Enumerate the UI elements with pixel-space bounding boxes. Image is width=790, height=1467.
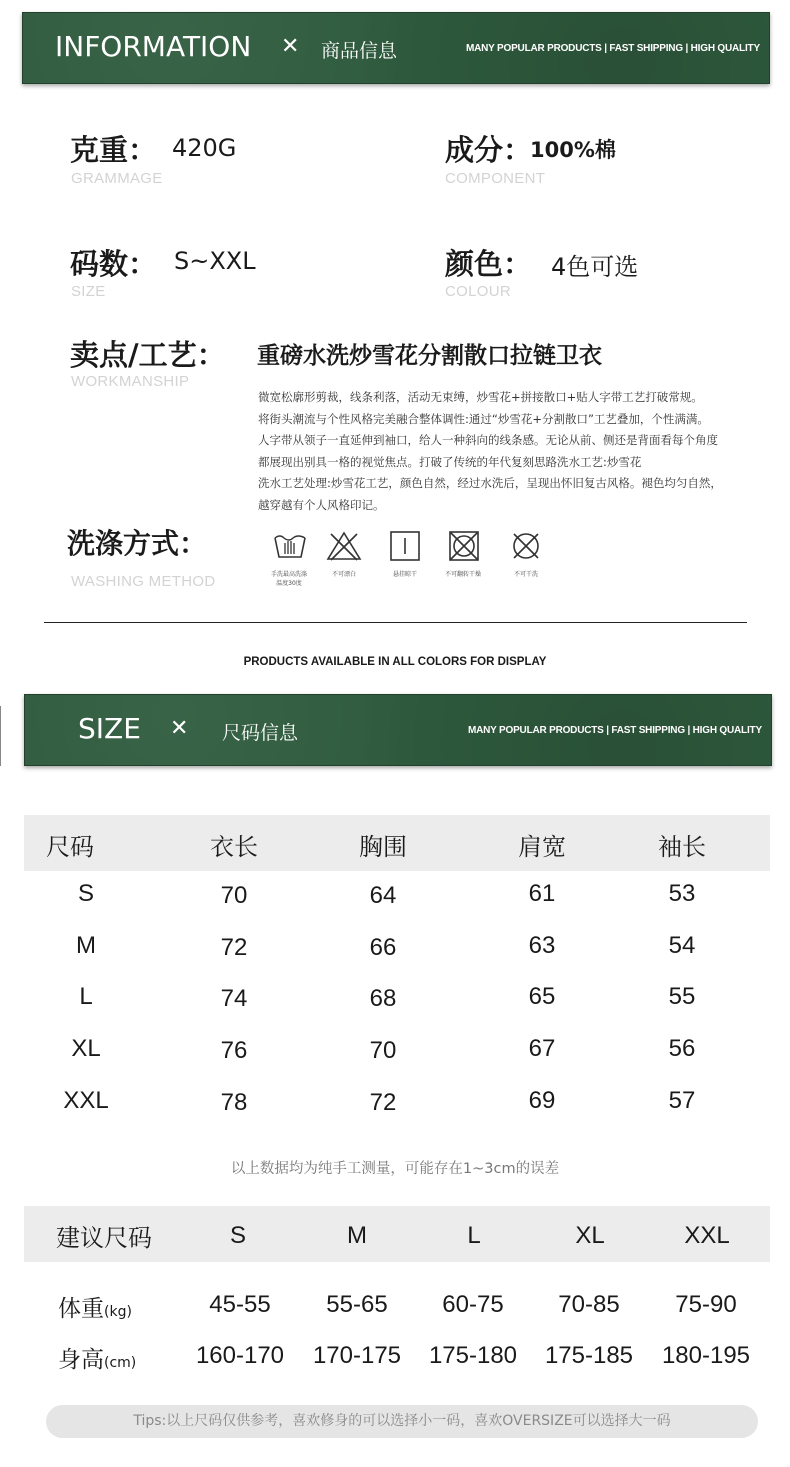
recommend-size-cell: M [347,1222,367,1249]
table-cell: 56 [668,1035,696,1062]
size-banner [24,694,772,766]
height-value: 175-180 [428,1342,518,1369]
divider [0,706,1,766]
height-label: 身高 [58,1347,104,1373]
description-line: 将街头潮流与个性风格完美融合整体调性:通过“炒雪花+分割散口”工艺叠加，个性满满。 [258,411,709,426]
recommend-header-label: 建议尺码 [56,1224,152,1252]
no-tumble-dry-icon [444,530,484,562]
wash-caption: 不可翻转干燥 [444,571,481,578]
weight-value: 45-55 [209,1291,271,1318]
product-description [258,387,758,516]
size-sub: SIZE [71,283,106,300]
component-value: 100%棉 [530,138,616,162]
no-dry-clean-icon [506,530,546,562]
table-cell: 67 [528,1035,556,1062]
table-cell: S [77,880,94,907]
banner-title-cn: 尺码信息 [222,722,299,744]
table-cell: 64 [369,882,397,909]
banner-title-en: INFORMATION [55,30,252,63]
table-cell: 65 [528,983,556,1010]
table-cell: L [79,983,93,1010]
weight-value: 55-65 [326,1291,388,1318]
information-banner [22,12,770,84]
colour-value: 4色可选 [551,253,639,281]
recommend-size-cell: L [467,1222,481,1249]
description-line: 都展现出别具一格的视觉焦点。打破了传统的年代复刻思路洗水工艺:炒雪花 [258,454,642,469]
wash-caption: 不可漂白 [331,571,356,578]
star-icon: ✕ [281,34,300,59]
table-cell: 78 [220,1089,248,1116]
size-value: S~XXL [174,247,256,275]
table-cell: 70 [369,1037,397,1064]
size-table-header-cell: 袖长 [658,833,706,861]
description-line: 微宽松廓形剪裁，线条利落，活动无束缚，炒雪花+拼接散口+贴人字带工艺打破常规。 [258,390,703,404]
workmanship-value: 重磅水洗炒雪花分割散口拉链卫衣 [257,343,602,369]
banner-title-en: SIZE [78,712,141,745]
height-value: 180-195 [661,1342,751,1369]
weight-row-label [58,1290,132,1323]
component-sub: COMPONENT [445,170,546,187]
colour-label: 颜色： [445,247,533,281]
table-cell: 69 [528,1087,556,1114]
table-cell: 53 [668,880,696,907]
table-cell: XL [71,1035,101,1062]
table-cell: XXL [63,1087,109,1114]
table-cell: 54 [668,932,696,959]
weight-value: 60-75 [442,1291,504,1318]
size-table-header-cell: 衣长 [210,833,258,861]
description-line: 人字带从领子一直延伸到袖口，给人一种斜向的线条感。无论从前、侧还是背面看每个角度 [258,433,718,447]
size-table-header-cell: 胸围 [359,833,407,861]
weight-value: 70-85 [558,1291,620,1318]
grammage-value: 420G [172,134,237,162]
table-cell: M [76,932,96,959]
height-value: 160-170 [195,1342,285,1369]
recommend-size-cell: XXL [684,1222,730,1249]
table-cell: 72 [220,934,248,961]
size-table-header-cell: 肩宽 [518,833,566,861]
banner-tagline: MANY POPULAR PRODUCTS | FAST SHIPPING | HIGH QUALITY [468,725,762,736]
wash-caption: 手洗最高洗涤温度30度 [270,571,307,587]
workmanship-label: 卖点/工艺： [70,338,226,372]
no-bleach-icon [324,530,364,562]
table-cell: 57 [668,1087,696,1114]
height-unit: (cm) [104,1355,137,1371]
table-cell: 66 [369,934,397,961]
washing-sub: WASHING METHOD [71,573,216,590]
weight-label: 体重 [58,1296,104,1322]
workmanship-sub: WORKMANSHIP [71,373,190,390]
weight-unit: (kg) [104,1304,132,1320]
table-cell: 68 [369,985,397,1012]
hang-dry-icon [385,530,425,562]
grammage-label: 克重： [70,133,158,167]
banner-tagline: MANY POPULAR PRODUCTS | FAST SHIPPING | HIGH QUALITY [466,43,760,54]
wash-caption: 不可干洗 [513,571,538,578]
grammage-sub: GRAMMAGE [71,170,163,187]
star-icon: ✕ [170,716,189,741]
size-label: 码数： [70,247,158,281]
height-row-label [58,1341,136,1374]
divider [44,622,747,623]
description-line: 洗水工艺处理:炒雪花工艺，颜色自然，经过水洗后，呈现出怀旧复古风格。褪色均匀自然， [258,476,722,490]
banner-title-cn: 商品信息 [321,40,398,62]
component-label: 成分： [445,133,533,167]
available-colors-text: PRODUCTS AVAILABLE IN ALL COLORS FOR DISPLAY [243,656,547,668]
measurement-note: 以上数据均为纯手工测量，可能存在1~3cm的误差 [230,1161,560,1177]
recommend-size-cell: XL [575,1222,605,1249]
table-cell: 76 [220,1037,248,1064]
wash-caption: 悬挂晾干 [392,571,417,578]
table-cell: 61 [528,880,556,907]
table-cell: 72 [369,1089,397,1116]
size-table-header-cell: 尺码 [46,833,94,861]
tips-banner: Tips:以上尺码仅供参考，喜欢修身的可以选择小一码，喜欢OVERSIZE可以选择大一码 [46,1405,758,1438]
table-cell: 70 [220,882,248,909]
height-value: 175-185 [544,1342,634,1369]
description-line: 越穿越有个人风格印记。 [258,497,385,512]
weight-value: 75-90 [675,1291,737,1318]
hand-wash-icon [270,530,310,562]
recommend-size-cell: S [229,1222,246,1249]
table-cell: 55 [668,983,696,1010]
washing-label: 洗涤方式： [67,527,208,560]
height-value: 170-175 [312,1342,402,1369]
table-cell: 63 [528,932,556,959]
table-cell: 74 [220,985,248,1012]
colour-sub: COLOUR [445,283,511,300]
